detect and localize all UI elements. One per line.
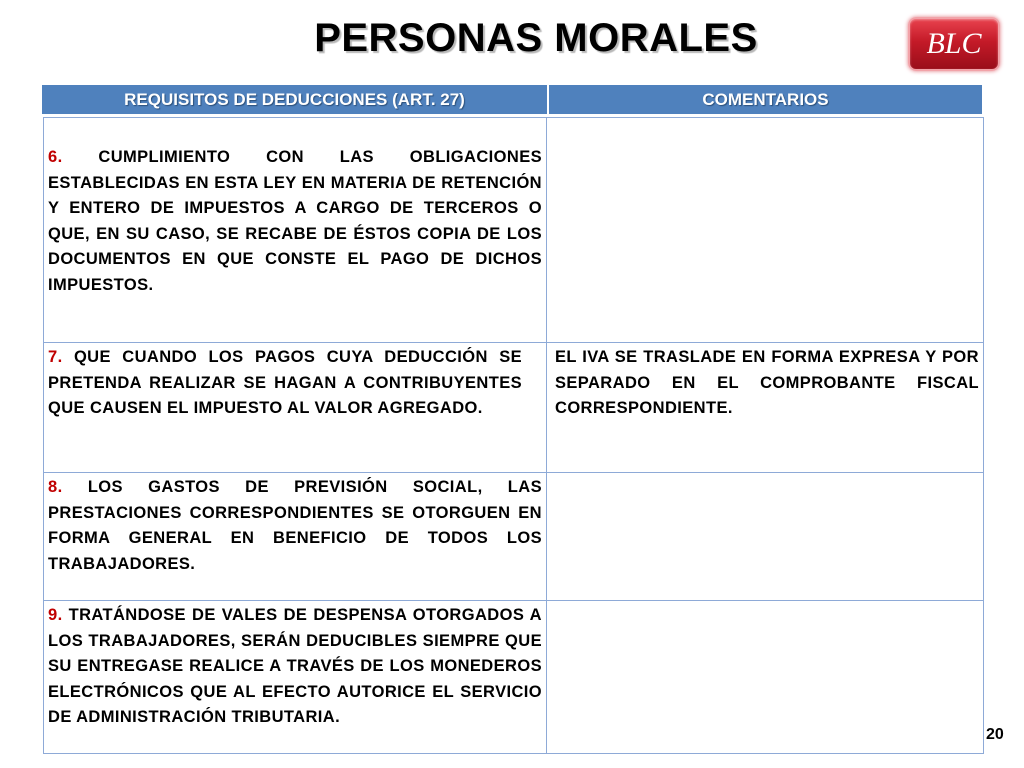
requisito-cell <box>44 473 547 601</box>
table-header <box>42 85 982 114</box>
page-number: 20 <box>986 726 1004 743</box>
item-number: 9. <box>48 606 63 624</box>
item-text: QUE CUANDO LOS PAGOS CUYA DEDUCCIÓN SE PRETENDA REALIZAR SE HAGAN A CONTRIBUYENTES QUE CAUSEN EL IMPUESTO AL VALOR AGREGADO. <box>48 348 522 418</box>
requisito-text <box>44 118 546 299</box>
comentario-cell <box>547 343 984 473</box>
table-row <box>44 473 984 601</box>
item-number: 8. <box>48 478 63 496</box>
table-row <box>44 118 984 343</box>
item-number: 7. <box>48 348 63 366</box>
column-header-requisitos: REQUISITOS DE DEDUCCIONES (ART. 27) <box>42 85 549 114</box>
table-row <box>44 601 984 754</box>
comentario-text: EL IVA SE TRASLADE EN FORMA EXPRESA Y POR SEPARADO EN EL COMPROBANTE FISCAL CORRESPONDIENTE. <box>555 348 979 418</box>
item-number: 6. <box>48 148 63 166</box>
item-text: TRATÁNDOSE DE VALES DE DESPENSA OTORGADOS A LOS TRABAJADORES, SERÁN DEDUCIBLES SIEMPRE QUE SU ENTREGASE REALICE A TRAVÉS DE LOS MONEDEROS ELECTRÓNICOS QUE AL EFECTO AUTORICE EL SERVICIO DE ADMINISTRACIÓN TRIBUTARIA. <box>48 606 542 727</box>
requisito-text <box>44 473 546 577</box>
deductions-table <box>43 117 984 754</box>
requisito-cell <box>44 118 547 343</box>
requisito-cell <box>44 601 547 754</box>
item-text: LOS GASTOS DE PREVISIÓN SOCIAL, LAS PRESTACIONES CORRESPONDIENTES SE OTORGUEN EN FORMA GENERAL EN BENEFICIO DE TODOS LOS TRABAJADORES. <box>48 478 542 573</box>
comentario-cell <box>547 601 984 754</box>
comentario-cell <box>547 118 984 343</box>
requisito-cell <box>44 343 547 473</box>
item-text: CUMPLIMIENTO CON LAS OBLIGACIONES ESTABLECIDAS EN ESTA LEY EN MATERIA DE RETENCIÓN Y ENTERO DE IMPUESTOS A CARGO DE TERCEROS O QUE, EN SU CASO, SE RECABE DE ÉSTOS COPIA DE LOS DOCUMENTOS EN QUE CONSTE EL PAGO DE DICHOS IMPUESTOS. <box>48 148 542 294</box>
column-header-comentarios: COMENTARIOS <box>702 90 829 109</box>
table-row <box>44 343 984 473</box>
requisito-text <box>44 343 546 422</box>
requisito-text <box>44 601 546 731</box>
page-title: PERSONAS MORALES <box>314 16 758 60</box>
comentario-cell <box>547 473 984 601</box>
blc-logo: BLC <box>908 17 1000 71</box>
